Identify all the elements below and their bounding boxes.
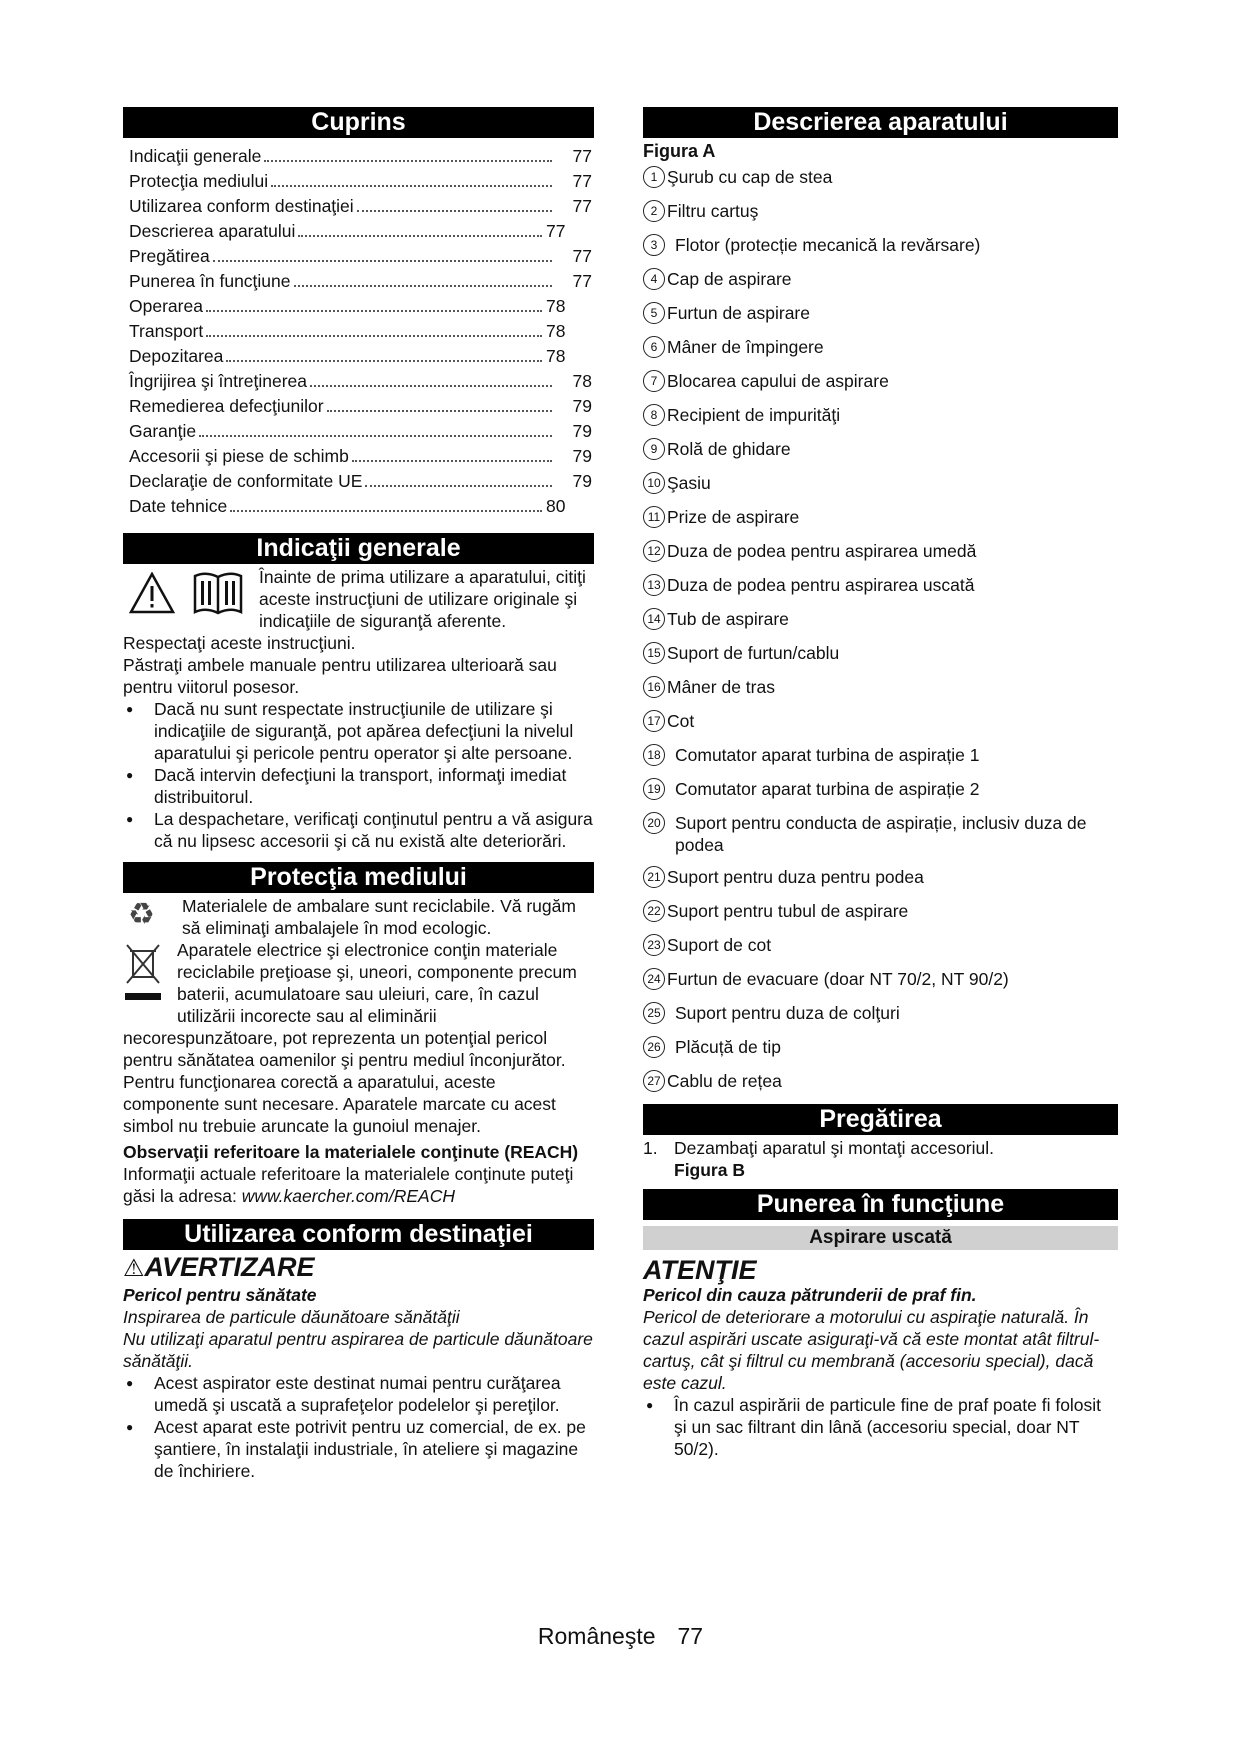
general-bullets — [123, 698, 594, 852]
part-number-badge: 12 — [643, 540, 665, 562]
part-item — [643, 608, 1118, 630]
part-item — [643, 472, 1118, 494]
part-number-badge: 4 — [643, 268, 665, 290]
toc-leader — [327, 410, 552, 412]
toc-leader — [357, 210, 552, 212]
footer-language: Româneşte — [537, 1623, 656, 1649]
part-item — [643, 370, 1118, 392]
part-item — [643, 744, 1118, 766]
list-item: ● Dacă intervin defecţiuni la transport, informaţi imediat distribuitorul. — [123, 764, 594, 808]
toc-entry — [123, 494, 594, 519]
toc-entry-page: 78 — [546, 321, 566, 341]
toc-entry-label: Transport — [129, 321, 204, 341]
part-item — [643, 866, 1118, 888]
step-number: 1. — [643, 1138, 658, 1158]
toc-entry — [123, 244, 594, 269]
part-label: Furtun de evacuare (doar NT 70/2, NT 90/2) — [667, 969, 1009, 989]
toc-entry-label: Remedierea defecţiunilor — [129, 396, 324, 416]
part-number-badge: 8 — [643, 404, 665, 426]
table-of-contents — [123, 144, 594, 519]
caution-hazard: Pericol din cauza pătrunderii de praf fin. — [643, 1285, 977, 1305]
toc-entry — [123, 344, 594, 369]
toc-leader — [365, 485, 552, 487]
part-label: Blocarea capului de aspirare — [667, 371, 889, 391]
list-item: ● Acest aparat este potrivit pentru uz comercial, de ex. pe şantiere, în instalaţii industriale, în ateliere şi magazine de închiriere. — [123, 1416, 594, 1482]
part-label: Comutator aparat turbina de aspirație 1 — [675, 745, 980, 765]
footer-page-number: 77 — [677, 1623, 704, 1649]
part-label: Comutator aparat turbina de aspirație 2 — [675, 779, 980, 799]
startup-bullets — [643, 1394, 1118, 1460]
weee-text-continued: necorespunzătoare, pot reprezenta un potenţial pericol pentru sănătatea oamenilor şi pentru mediul înconjurător. Pentru funcţionarea corectă a aparatului, aceste componente sunt necesare. Aparatele marcate cu acest simbol nu trebuie aruncate la gunoiul menajer. — [123, 1028, 566, 1136]
part-label: Cot — [667, 711, 695, 731]
recycle-text: Materialele de ambalare sunt reciclabile. Vă rugăm să eliminaţi ambalajele în mod ecologic. — [182, 896, 576, 938]
part-label: Duza de podea pentru aspirarea uscată — [667, 575, 975, 595]
part-item — [643, 540, 1118, 562]
hazard-line-2: Nu utilizaţi aparatul pentru aspirarea de particule dăunătoare sănătăţii. — [123, 1329, 593, 1371]
toc-entry-page: 79 — [572, 446, 592, 466]
list-item: ● Dacă nu sunt respectate instrucţiunile de utilizare şi indicaţiile de siguranţă, pot apărea defecţiuni la nivelul aparatului şi pericole pentru operator şi alte persoane. — [123, 698, 594, 764]
figure-a-label: Figura A — [643, 141, 716, 161]
part-number-badge: 27 — [643, 1070, 665, 1092]
part-number-badge: 13 — [643, 574, 665, 596]
part-item — [643, 778, 1118, 800]
part-item — [643, 1036, 1118, 1058]
toc-entry-label: Indicaţii generale — [129, 146, 262, 166]
part-number-badge: 21 — [643, 866, 665, 888]
startup-heading: Punerea în funcţiune — [643, 1189, 1118, 1220]
part-number-badge: 17 — [643, 710, 665, 732]
part-number-badge: 22 — [643, 900, 665, 922]
part-item — [643, 968, 1118, 990]
part-item — [643, 438, 1118, 460]
figure-b-label: Figura B — [674, 1160, 745, 1180]
toc-entry-label: Garanţie — [129, 421, 197, 441]
toc-entry-label: Operarea — [129, 296, 203, 316]
part-label: Suport pentru duza pentru podea — [667, 867, 924, 887]
toc-entry-page: 77 — [572, 196, 592, 216]
toc-entry — [123, 394, 594, 419]
part-number-badge: 19 — [643, 778, 665, 800]
part-item — [643, 812, 1118, 856]
toc-leader — [230, 510, 542, 512]
crossed-bin-icon — [123, 939, 177, 1027]
recycle-block — [123, 895, 594, 939]
toc-leader — [298, 235, 542, 237]
environment-heading: Protecţia mediului — [123, 862, 594, 893]
reach-text-body: Informaţii actuale referitoare la materialele conţinute puteţi găsi la adresa: — [123, 1164, 574, 1206]
toc-leader — [264, 160, 552, 162]
toc-entry-page: 79 — [572, 471, 592, 491]
toc-entry-label: Utilizarea conform destinaţiei — [129, 196, 354, 216]
list-item: ● La despachetare, verificaţi conţinutul pentru a vă asigura că nu lipsesc accesorii şi că nu există alte deteriorări. — [123, 808, 594, 852]
part-item — [643, 676, 1118, 698]
caution-text: Pericol de deteriorare a motorului cu aspiraţie naturală. În cazul aspirări uscate asiguraţi-vă că este montat atât filtrul-cartuş, cât şi filtrul cu membrană (accesoriu special), dacă este cazul. — [643, 1307, 1100, 1393]
toc-entry-page: 77 — [546, 221, 566, 241]
manual-book-icon — [191, 568, 245, 632]
general-heading: Indicaţii generale — [123, 533, 594, 564]
toc-leader — [206, 310, 542, 312]
part-item — [643, 574, 1118, 596]
warning-heading — [123, 1252, 594, 1284]
part-item — [643, 1002, 1118, 1024]
toc-leader — [206, 335, 542, 337]
preparation-heading: Pregătirea — [643, 1104, 1118, 1135]
preparation-step — [643, 1137, 1118, 1159]
toc-entry-page: 80 — [546, 496, 566, 516]
toc-entry-label: Declaraţie de conformitate UE — [129, 471, 363, 491]
part-label: Rolă de ghidare — [667, 439, 791, 459]
toc-entry-page: 79 — [572, 396, 592, 416]
toc-entry-label: Depozitarea — [129, 346, 224, 366]
part-label: Şurub cu cap de stea — [667, 167, 833, 187]
part-item — [643, 234, 1118, 256]
part-label: Recipient de impurităţi — [667, 405, 841, 425]
part-number-badge: 1 — [643, 166, 665, 188]
toc-entry — [123, 469, 594, 494]
left-column — [123, 107, 594, 1482]
hazard-line-1: Inspirarea de particule dăunătoare sănătăţii — [123, 1307, 460, 1327]
parts-list — [643, 166, 1118, 1092]
recycle-icon: ♻ — [128, 898, 155, 931]
toc-entry — [123, 144, 594, 169]
warning-sign-icon: ⚠ — [123, 1255, 145, 1282]
part-number-badge: 6 — [643, 336, 665, 358]
toc-entry — [123, 419, 594, 444]
weee-block — [123, 939, 594, 1027]
toc-entry — [123, 169, 594, 194]
toc-entry-label: Protecţia mediului — [129, 171, 269, 191]
part-label: Suport de furtun/cablu — [667, 643, 840, 663]
toc-entry-label: Punerea în funcţiune — [129, 271, 291, 291]
reach-url: www.kaercher.com/REACH — [241, 1186, 455, 1206]
toc-leader — [199, 435, 552, 437]
list-item: ● Acest aspirator este destinat numai pentru curăţarea umedă şi uscată a suprafeţelor podelelor şi pereţilor. — [123, 1372, 594, 1416]
part-label: Tub de aspirare — [667, 609, 789, 629]
part-number-badge: 26 — [643, 1036, 665, 1058]
part-number-badge: 3 — [643, 234, 665, 256]
part-label: Furtun de aspirare — [667, 303, 810, 323]
toc-entry — [123, 444, 594, 469]
part-item — [643, 900, 1118, 922]
toc-heading: Cuprins — [123, 107, 594, 138]
toc-entry-label: Descrierea aparatului — [129, 221, 296, 241]
reach-title: Observaţii referitoare la materialele conţinute (REACH) — [123, 1142, 579, 1162]
warning-label: AVERTIZARE — [144, 1252, 315, 1282]
toc-entry-page: 78 — [572, 371, 592, 391]
part-label: Cap de aspirare — [667, 269, 792, 289]
general-intro-text: Înainte de prima utilizare a aparatului, citiţi aceste instrucţiuni de utilizare originale şi indicaţiile de siguranţă aferente. — [259, 567, 586, 631]
step-text: Dezambaţi aparatul şi montaţi accesoriul. — [674, 1138, 995, 1158]
part-label: Filtru cartuş — [667, 201, 759, 221]
part-item — [643, 1070, 1118, 1092]
part-item — [643, 302, 1118, 324]
toc-entry — [123, 219, 594, 244]
part-number-badge: 24 — [643, 968, 665, 990]
part-label: Flotor (protecție mecanică la revărsare) — [675, 235, 981, 255]
part-number-badge: 16 — [643, 676, 665, 698]
toc-entry — [123, 269, 594, 294]
toc-entry — [123, 319, 594, 344]
intended-use-bullets — [123, 1372, 594, 1482]
part-label: Suport de cot — [667, 935, 772, 955]
description-heading: Descrierea aparatului — [643, 107, 1118, 138]
reach-text — [123, 1163, 594, 1207]
toc-entry-page: 78 — [546, 296, 566, 316]
toc-entry-page: 79 — [572, 421, 592, 441]
list-item: ● În cazul aspirării de particule fine de praf poate fi folosit şi un sac filtrant din lână (accesoriu special, doar NT 50/2). — [643, 1394, 1118, 1460]
toc-entry-label: Îngrijirea şi întreţinerea — [129, 371, 307, 391]
part-number-badge: 20 — [643, 812, 665, 834]
part-number-badge: 2 — [643, 200, 665, 222]
part-item — [643, 934, 1118, 956]
toc-entry — [123, 194, 594, 219]
part-item — [643, 710, 1118, 732]
toc-leader — [271, 185, 552, 187]
part-number-badge: 15 — [643, 642, 665, 664]
part-item — [643, 642, 1118, 664]
part-item — [643, 404, 1118, 426]
part-item — [643, 200, 1118, 222]
toc-leader — [294, 285, 552, 287]
hazard-title: Pericol pentru sănătate — [123, 1285, 317, 1305]
part-label: Plăcuță de tip — [675, 1037, 782, 1057]
part-label: Suport pentru duza de colţuri — [675, 1003, 900, 1023]
toc-leader — [213, 260, 552, 262]
part-label: Suport pentru tubul de aspirare — [667, 901, 909, 921]
weee-text: Aparatele electrice şi electronice conţin materiale reciclabile preţioase şi, uneori, componente precum baterii, acumulatoare sau uleiuri, care, în cazul utilizării incorecte sau al eliminării — [177, 940, 577, 1026]
general-intro — [123, 566, 594, 632]
part-label: Mâner de tras — [667, 677, 775, 697]
toc-entry-page: 77 — [572, 171, 592, 191]
toc-entry — [123, 294, 594, 319]
part-item — [643, 268, 1118, 290]
general-paragraph-1: Respectaţi aceste instrucţiuni. — [123, 633, 356, 653]
part-label: Duza de podea pentru aspirarea umedă — [667, 541, 977, 561]
part-number-badge: 5 — [643, 302, 665, 324]
part-label: Şasiu — [667, 473, 711, 493]
page-footer — [0, 1622, 1241, 1650]
part-number-badge: 14 — [643, 608, 665, 630]
toc-entry-page: 78 — [546, 346, 566, 366]
part-number-badge: 18 — [643, 744, 665, 766]
part-number-badge: 11 — [643, 506, 665, 528]
toc-entry-page: 77 — [572, 146, 592, 166]
toc-entry — [123, 369, 594, 394]
part-number-badge: 23 — [643, 934, 665, 956]
part-item — [643, 506, 1118, 528]
toc-entry-label: Pregătirea — [129, 246, 210, 266]
part-label: Prize de aspirare — [667, 507, 800, 527]
toc-leader — [310, 385, 552, 387]
right-column — [643, 107, 1118, 1460]
part-number-badge: 10 — [643, 472, 665, 494]
caution-heading: ATENŢIE — [643, 1255, 757, 1285]
part-item — [643, 166, 1118, 188]
part-number-badge: 25 — [643, 1002, 665, 1024]
part-label: Suport pentru conducta de aspirație, inclusiv duza de podea — [675, 813, 1087, 855]
part-label: Mâner de împingere — [667, 337, 824, 357]
toc-leader — [226, 360, 542, 362]
dry-vacuuming-subheading: Aspirare uscată — [643, 1226, 1118, 1250]
part-number-badge: 9 — [643, 438, 665, 460]
intended-use-heading: Utilizarea conform destinaţiei — [123, 1219, 594, 1250]
part-number-badge: 7 — [643, 370, 665, 392]
toc-entry-label: Accesorii şi piese de schimb — [129, 446, 349, 466]
toc-entry-label: Date tehnice — [129, 496, 228, 516]
part-label: Cablu de rețea — [667, 1071, 782, 1091]
warning-triangle-icon — [129, 572, 175, 632]
toc-entry-page: 77 — [572, 271, 592, 291]
general-paragraph-2: Păstraţi ambele manuale pentru utilizarea ulterioară sau pentru viitorul posesor. — [123, 655, 557, 697]
toc-leader — [352, 460, 552, 462]
toc-entry-page: 77 — [572, 246, 592, 266]
part-item — [643, 336, 1118, 358]
